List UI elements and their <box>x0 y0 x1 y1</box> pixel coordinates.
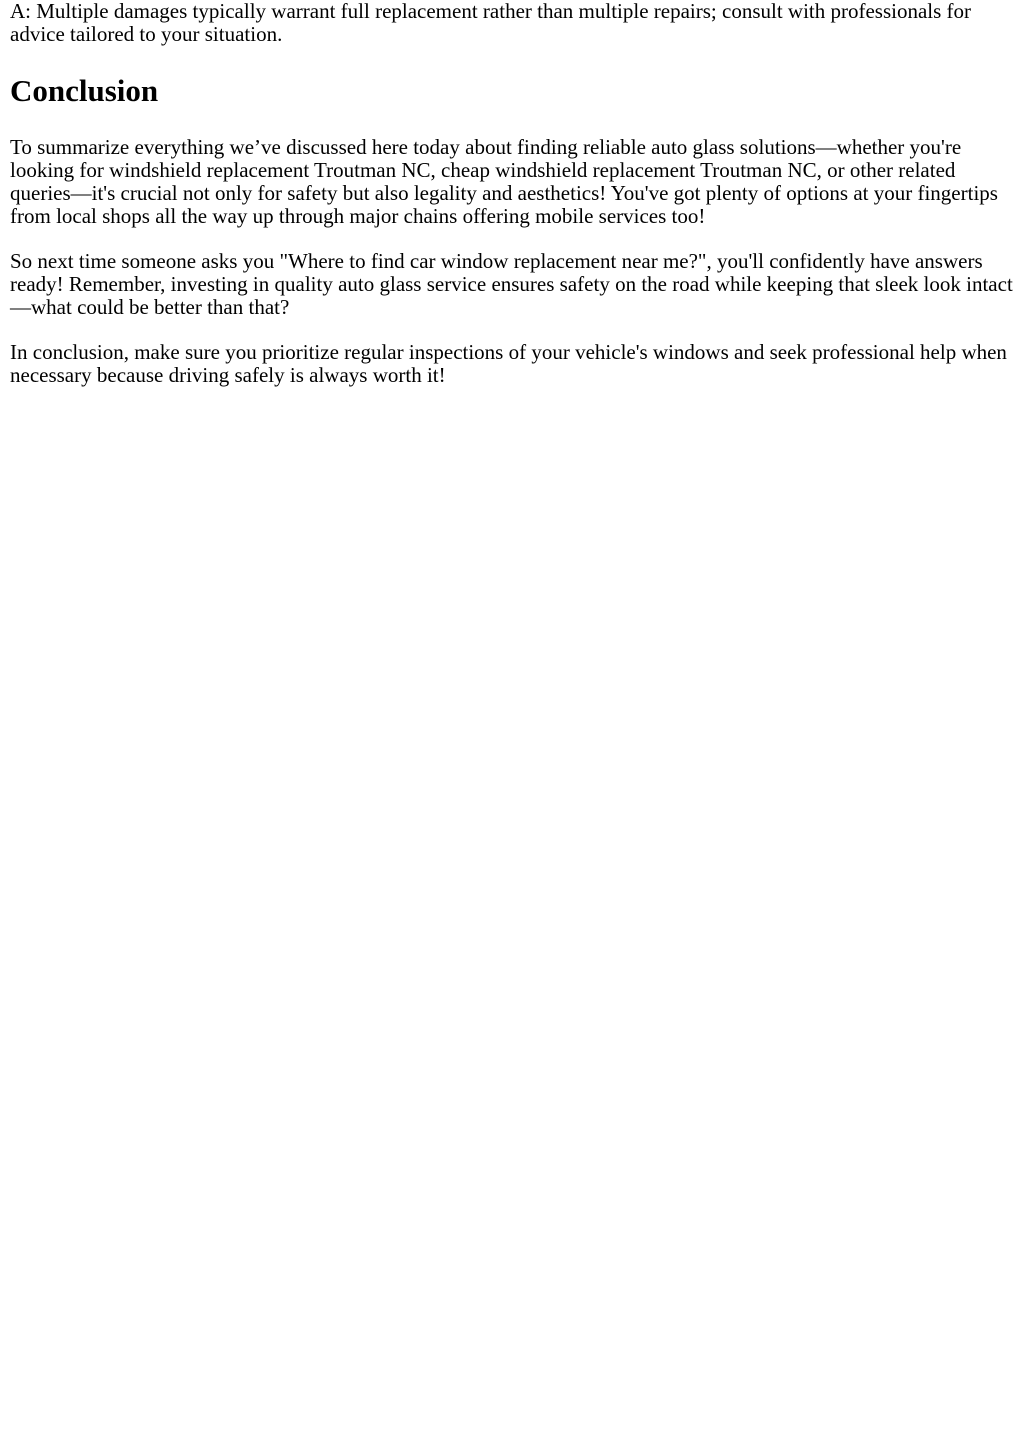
faq-answer: A: Multiple damages typically warrant full replacement rather than multiple repairs; consult with professionals for advice tailored to your situation. <box>10 0 972 46</box>
article-content <box>10 0 1015 387</box>
conclusion-paragraph-next-time: So next time someone asks you "Where to find car window replacement near me?", you'll confidently have answers ready! Remember, investing in quality auto glass service ensures safety on the road while keeping that sleek look intact—what could be better than that? <box>10 249 1013 319</box>
conclusion-paragraph-final: In conclusion, make sure you prioritize regular inspections of your vehicle's windows and seek professional help when necessary because driving safely is always worth it! <box>10 340 1007 387</box>
conclusion-paragraph-summary: To summarize everything we’ve discussed here today about finding reliable auto glass solutions—whether you're looking for windshield replacement Troutman NC, cheap windshield replacement Troutman NC, or other related queries—it's crucial not only for safety but also legality and aesthetics! You've got plenty of options at your fingertips from local shops all the way up through major chains offering mobile services too! <box>10 135 998 228</box>
conclusion-heading: Conclusion <box>10 73 159 108</box>
